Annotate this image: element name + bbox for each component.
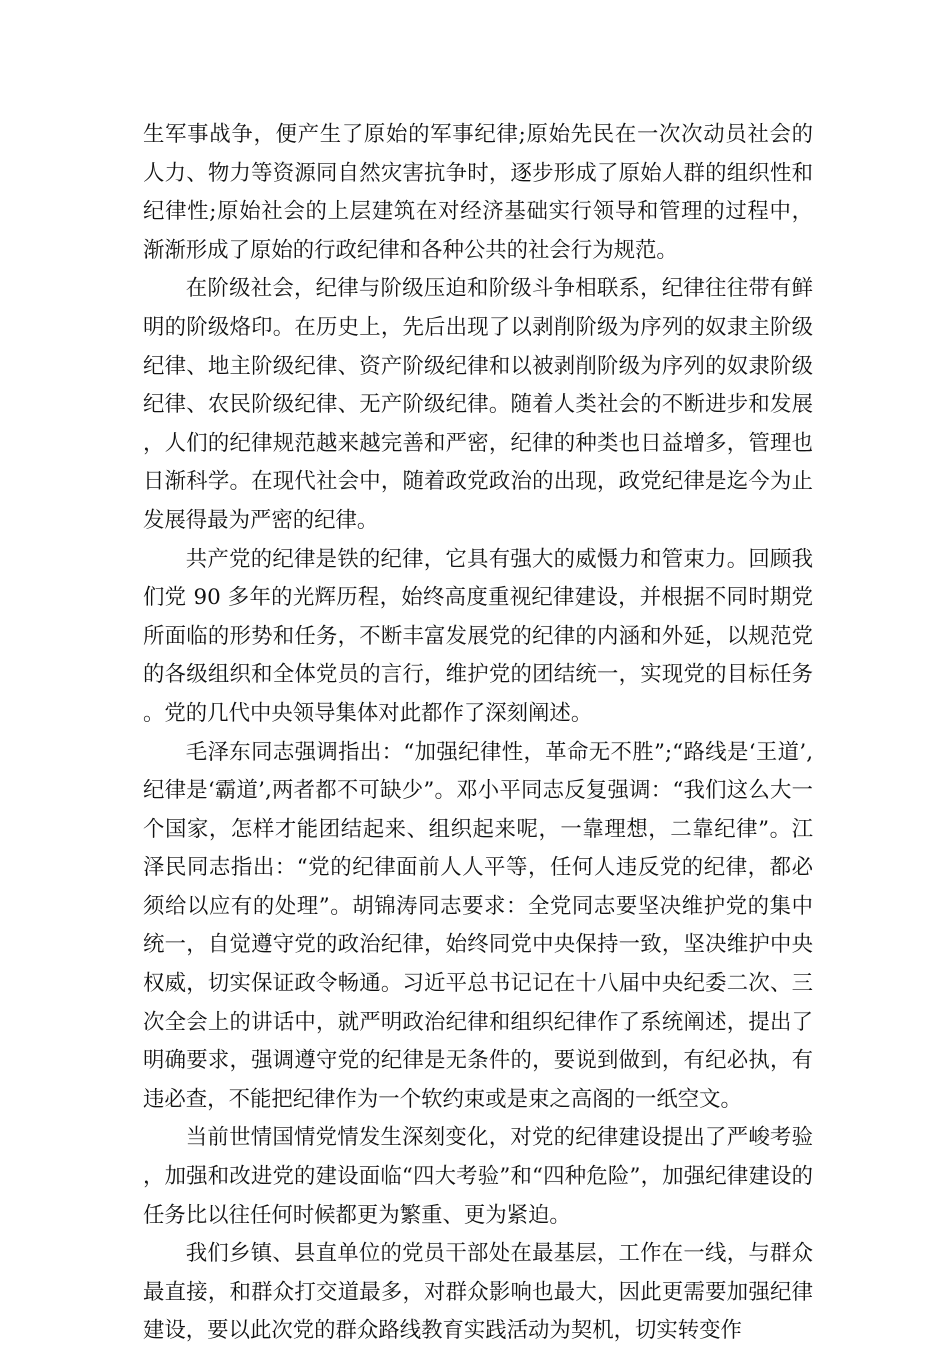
document-body (143, 116, 813, 1351)
paragraph-2: 在阶级社会，纪律与阶级压迫和阶级斗争相联系，纪律往往带有鲜明的阶级烙印。在历史上，先后出现了以剥削阶级为序列的奴隶主阶级纪律、地主阶级纪律、资产阶级纪律和以被剥削阶级为序列的奴隶阶级纪律、农民阶级纪律、无产阶级纪律。随着人类社会的不断进步和发展，人们的纪律规范越来越完善和严密，纪律的种类也日益增多，管理也日渐科学。在现代社会中，随着政党政治的出现，政党纪律是迄今为止发展得最为严密的纪律。 (143, 276, 813, 533)
paragraph-6: 我们乡镇、县直单位的党员干部处在最基层，工作在一线，与群众最直接，和群众打交道最多，对群众影响也最大，因此更需要加强纪律建设，要以此次党的群众路线教育实践活动为契机，切实转变作 (143, 1241, 813, 1344)
paragraph-1: 生军事战争，便产生了原始的军事纪律;原始先民在一次次动员社会的人力、物力等资源同自然灾害抗争时，逐步形成了原始人群的组织性和纪律性;原始社会的上层建筑在对经济基础实行领导和管理的过程中，渐渐形成了原始的行政纪律和各种公共的社会行为规范。 (143, 122, 813, 263)
paragraph-5: 当前世情国情党情发生深刻变化，对党的纪律建设提出了严峻考验，加强和改进党的建设面临“四大考验”和“四种危险”，加强纪律建设的任务比以往任何时候都更为繁重、更为紧迫。 (143, 1125, 813, 1228)
paragraph-3: 共产党的纪律是铁的纪律，它具有强大的威慑力和管束力。回顾我们党 90 多年的光辉历程，始终高度重视纪律建设，并根据不同时期党所面临的形势和任务，不断丰富发展党的纪律的内涵和外延，以规范党的各级组织和全体党员的言行，维护党的团结统一，实现党的目标任务。党的几代中央领导集体对此都作了深刻阐述。 (143, 546, 813, 726)
paragraph-4: 毛泽东同志强调指出：“加强纪律性，革命无不胜”;“路线是‘王道’,纪律是‘霸道’,两者都不可缺少”。邓小平同志反复强调：“我们这么大一个国家，怎样才能团结起来、组织起来呢，一靠理想，二靠纪律”。江泽民同志指出：“党的纪律面前人人平等，任何人违反党的纪律，都必须给以应有的处理”。胡锦涛同志要求：全党同志要坚决维护党的集中统一，自觉遵守党的政治纪律，始终同党中央保持一致，坚决维护中央权威，切实保证政令畅通。习近平总书记记在十八届中央纪委二次、三次全会上的讲话中，就严明政治纪律和组织纪律作了系统阐述，提出了明确要求，强调遵守党的纪律是无条件的，要说到做到，有纪必执，有违必查，不能把纪律作为一个软约束或是束之高阁的一纸空文。 (143, 739, 813, 1112)
